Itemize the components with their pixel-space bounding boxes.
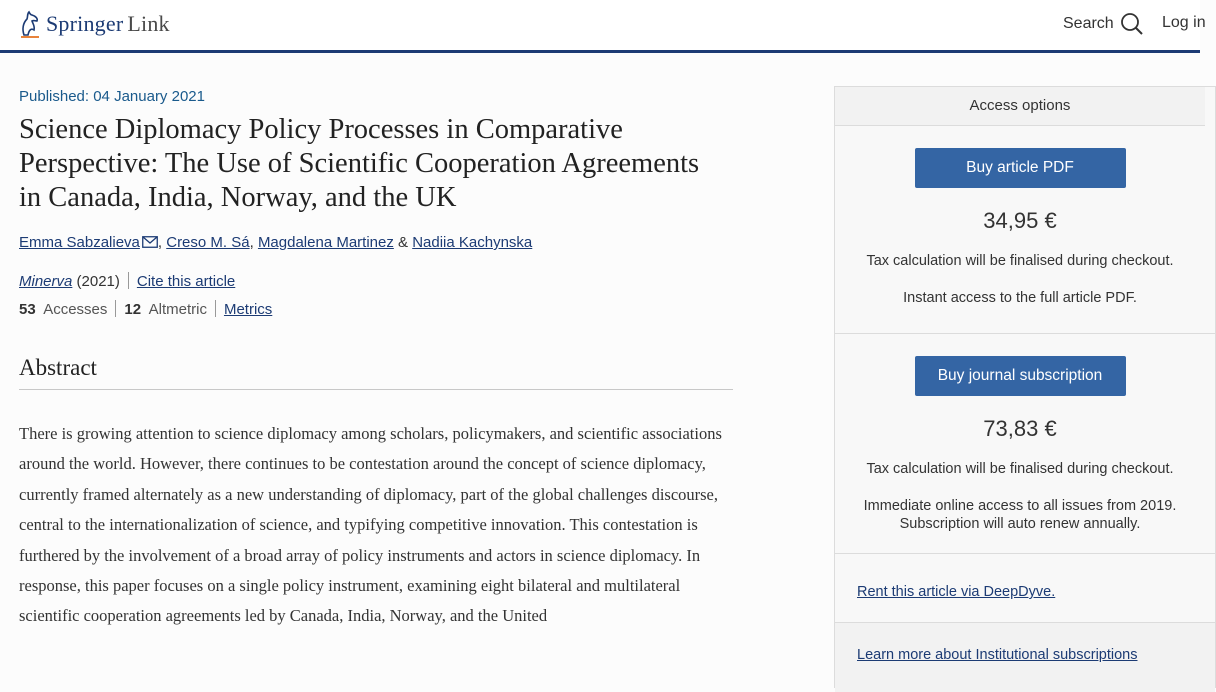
tax-note: Tax calculation will be finalised during checkout. (866, 461, 1174, 477)
journal-link[interactable]: Minerva (19, 273, 73, 290)
author-link[interactable]: Creso M. Sá (166, 234, 250, 251)
auto-renew-note: Subscription will auto renew annually. (899, 516, 1141, 532)
accesses-label: Accesses (43, 301, 108, 318)
access-options-panel (834, 86, 1216, 688)
article-metrics (19, 300, 272, 318)
divider (215, 300, 216, 317)
author-link[interactable]: Emma Sabzalieva (19, 234, 140, 251)
login-link[interactable]: Log in (1162, 14, 1206, 31)
author-separator: , (249, 234, 258, 251)
buy-journal-subscription-button[interactable]: Buy journal subscription (915, 356, 1126, 396)
buy-article-pdf-button[interactable]: Buy article PDF (915, 148, 1126, 188)
divider (115, 300, 116, 317)
tax-note: Tax calculation will be finalised during checkout. (866, 253, 1174, 269)
divider (835, 553, 1215, 554)
brand-primary: Springer (46, 11, 124, 36)
abstract-text: There is growing attention to science diplomacy among scholars, policymakers, and scientific associations around the world. However, there continues to be contestation around the concept of science diplomacy, currently framed alternately as a new understanding of diplomacy, part of the global challenges discourse, central to the internationalization of science, and typifying competitive innovation. This contestation is furthered by the involvement of a broad array of policy instruments and actors in science diplomacy. In response, this paper focuses on a single policy instrument, examining eight bilateral and multilateral scientific cooperation agreements led by Canada, India, Norway, and the United (19, 424, 722, 626)
brand-secondary: Link (127, 11, 170, 36)
springerlink-logo[interactable] (18, 8, 170, 40)
journal-subscription-option (835, 356, 1205, 533)
altmetric-label: Altmetric (148, 301, 207, 318)
access-options-heading: Access options (835, 87, 1205, 126)
divider (128, 272, 129, 289)
author-separator: , (157, 234, 167, 251)
accesses-count: 53 (19, 301, 36, 318)
subscription-access-note: Immediate online access to all issues from 2019. (863, 498, 1177, 514)
access-note: Instant access to the full article PDF. (903, 290, 1137, 306)
divider (835, 333, 1215, 334)
search-icon (1120, 12, 1144, 36)
search-button[interactable] (1063, 12, 1144, 36)
journal-info (19, 272, 235, 290)
article-pdf-option (835, 148, 1205, 307)
springer-horse-logo-icon (18, 9, 42, 39)
published-date: Published: 04 January 2021 (19, 88, 205, 105)
altmetric-count: 12 (124, 301, 142, 318)
article-price: 34,95 € (983, 208, 1057, 233)
site-header (0, 0, 1206, 53)
institutional-subscriptions-link[interactable]: Learn more about Institutional subscriptions (857, 647, 1138, 663)
metrics-link[interactable]: Metrics (223, 301, 273, 318)
article-title: Science Diplomacy Policy Processes in Comparative Perspective: The Use of Scientific Cooperation Agreements in Canada, India, Norway, and the UK (19, 114, 700, 213)
journal-year: (2021) (76, 273, 120, 290)
divider (835, 622, 1215, 623)
mail-icon[interactable] (142, 236, 158, 248)
rent-deepdyve-link[interactable]: Rent this article via DeepDyve. (857, 584, 1056, 600)
author-separator: & (393, 234, 413, 251)
author-link[interactable]: Magdalena Martinez (257, 234, 394, 251)
search-label: Search (1063, 15, 1114, 32)
author-link[interactable]: Nadiia Kachynska (412, 234, 533, 251)
cite-article-link[interactable]: Cite this article (136, 273, 236, 290)
author-list (19, 234, 532, 251)
abstract-heading: Abstract (19, 355, 733, 390)
subscription-price: 73,83 € (983, 416, 1057, 441)
